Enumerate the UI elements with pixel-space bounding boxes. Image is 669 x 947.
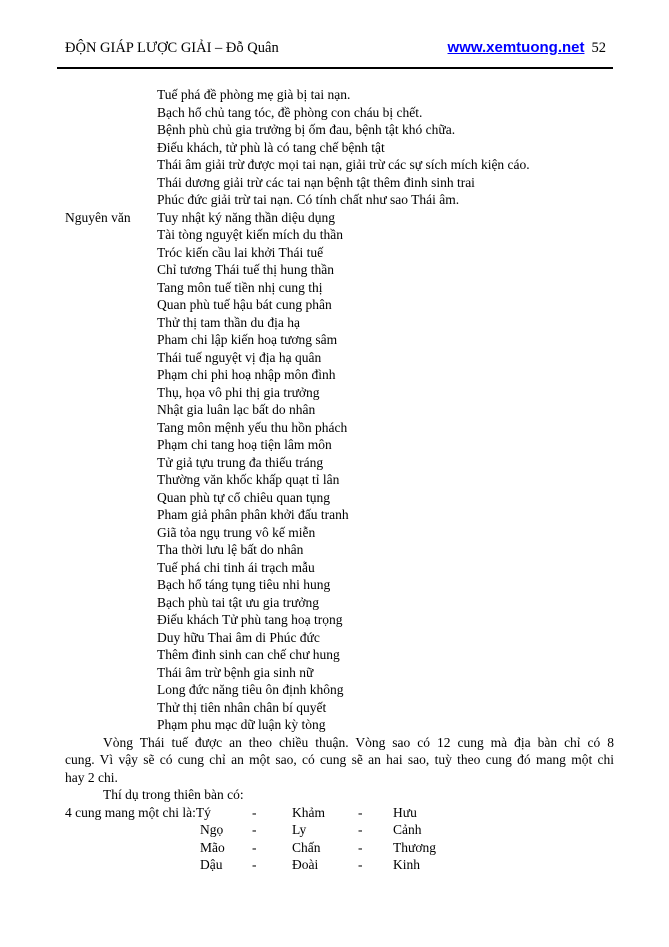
- chi-cell: Mão: [200, 839, 225, 855]
- poem-line: Phạm chi phi hoạ nhập môn đình: [157, 367, 336, 382]
- row-prefix: 4 cung mang một chi là:: [65, 804, 196, 820]
- poem-line: Thử thị tiên nhân chân bí quyết: [157, 699, 327, 715]
- paragraph-line: cung. Vì vậy sẽ có cung chỉ an một sao, có cung sẽ an hai sao, tuỳ theo cung đó mang một chi: [65, 752, 614, 767]
- poem-line: Giã tỏa ngụ trung vô kế miễn: [157, 524, 316, 540]
- table-row: [65, 821, 669, 839]
- poem-line: Thường văn khốc khấp quạt tỉ lân: [157, 472, 340, 487]
- empty-cell: [65, 821, 200, 839]
- poem-line: Pham chi lập kiến hoạ tương sâm: [157, 332, 338, 347]
- example-table: [65, 804, 669, 874]
- poem-line: Quan phù tuế hậu bát cung phân: [157, 297, 332, 312]
- quai-cell: Khảm: [292, 804, 325, 820]
- poem-line: Tuy nhật ký năng thần diệu dụng: [157, 209, 335, 225]
- header-right-group: [448, 39, 606, 58]
- row-label-with-chi: [65, 804, 252, 822]
- table-row: [65, 804, 669, 822]
- document-content: [0, 86, 669, 874]
- chi-cell: Tý: [195, 804, 211, 820]
- poem-line: Thái âm trừ bệnh gia sinh nữ: [157, 664, 314, 680]
- document-title: ĐỘN GIÁP LƯỢC GIẢI – Đỗ Quân: [65, 40, 279, 56]
- dash-separator: -: [252, 839, 257, 855]
- chi-cell: Ngọ: [200, 822, 224, 837]
- interpretation-line: Điếu khách, tử phù là có tang chế bệnh tật: [157, 139, 385, 155]
- dash-separator: -: [358, 822, 363, 837]
- quai-cell: Chấn: [292, 839, 321, 855]
- poem-line: Pham giả phân phân khởi đấu tranh: [157, 507, 349, 522]
- poem-line: Long đức năng tiêu ôn định không: [157, 682, 344, 697]
- poem-line: Phạm chi tang hoạ tiện lâm môn: [157, 437, 332, 452]
- poem-line: Chỉ tương Thái tuế thị hung thần: [157, 262, 334, 277]
- dash-separator: -: [252, 857, 257, 872]
- poem-line: Duy hữu Thai âm di Phúc đức: [157, 629, 320, 645]
- poem-line: Thái tuế nguyệt vị địa hạ quân: [157, 349, 322, 365]
- poem-line: Thử thị tam thần du địa hạ: [157, 314, 301, 330]
- poem-line: Tróc kiến cầu lai khởi Thái tuế: [157, 244, 324, 260]
- poem-line: Tang môn tuế tiền nhị cung thị: [157, 279, 323, 295]
- poem-line: Nhật gia luân lạc bất do nhân: [157, 402, 316, 417]
- nguyen-van-block: [65, 209, 669, 734]
- poem-line: Bạch hổ táng tụng tiêu nhi hung: [157, 577, 331, 592]
- poem-line: Tuế phá chi tinh ái trạch mẫu: [157, 559, 315, 575]
- dash-separator: -: [358, 857, 363, 872]
- body-paragraph: [65, 734, 614, 787]
- mon-cell: Thương: [393, 839, 436, 855]
- dash-separator: -: [358, 804, 363, 820]
- empty-cell: [65, 839, 200, 857]
- poem-line: Thêm đinh sinh can chế chư hung: [157, 647, 340, 662]
- mon-cell: Hưu: [393, 804, 417, 820]
- poem-line: Tha thời lưu lệ bất do nhân: [157, 542, 304, 557]
- mon-cell: Kinh: [393, 857, 420, 872]
- interpretation-line: Tuế phá đề phòng mẹ già bị tai nạn.: [157, 87, 351, 102]
- interpretation-line: Bệnh phù chủ gia trưởng bị ốm đau, bệnh tật khó chữa.: [157, 122, 456, 137]
- poem-line: Phạm phu mạc dữ luận kỳ tòng: [157, 717, 326, 732]
- dash-separator: -: [358, 839, 363, 855]
- page-number: 52: [591, 40, 606, 56]
- poem-line: Thụ, họa vô phi thị gia trưởng: [157, 384, 320, 400]
- paragraph-line: Vòng Thái tuế được an theo chiều thuận. Vòng sao có 12 cung mà địa bàn chỉ có 8: [103, 734, 614, 750]
- interpretation-line: Bạch hổ chủ tang tóc, đề phòng con cháu bị chết.: [157, 104, 423, 120]
- page-header: [65, 39, 606, 58]
- poem-line: Điếu khách Tử phù tang hoạ trọng: [157, 612, 343, 627]
- interpretation-line: Thái âm giải trừ được mọi tai nạn, giải trừ các sự sích mích kiện cáo.: [157, 157, 530, 172]
- poem-line: Quan phù tự cổ chiêu quan tụng: [157, 489, 331, 505]
- nguyen-van-label: Nguyên văn: [65, 209, 131, 225]
- table-row: [65, 839, 669, 857]
- dash-separator: -: [252, 822, 257, 837]
- example-intro: Thí dụ trong thiên bàn có:: [103, 787, 244, 802]
- table-row: [65, 856, 669, 874]
- quai-cell: Đoài: [292, 857, 319, 872]
- interpretation-line: Phúc đức giải trừ tai nạn. Có tính chất như sao Thái âm.: [157, 192, 460, 207]
- poem-line: Tang môn mệnh yếu thu hồn phách: [157, 419, 348, 435]
- paragraph-line: hay 2 chi.: [65, 769, 118, 785]
- dash-separator: -: [252, 804, 257, 820]
- poem-line: Tử giả tựu trung đa thiếu tráng: [157, 454, 324, 470]
- mon-cell: Cảnh: [393, 822, 422, 837]
- quai-cell: Ly: [292, 822, 307, 837]
- poem-line: Tài tòng nguyệt kiến mích du thần: [157, 227, 343, 242]
- interpretation-line: Thái dương giải trừ các tai nạn bệnh tật thêm đinh sinh trai: [157, 174, 475, 190]
- poem-line: Bạch phù tai tật ưu gia trưởng: [157, 594, 319, 610]
- website-link[interactable]: www.xemtuong.net: [447, 39, 585, 56]
- header-rule: [57, 67, 613, 69]
- interpretation-block: [157, 86, 669, 209]
- empty-cell: [65, 856, 200, 874]
- chi-cell: Dậu: [200, 857, 223, 872]
